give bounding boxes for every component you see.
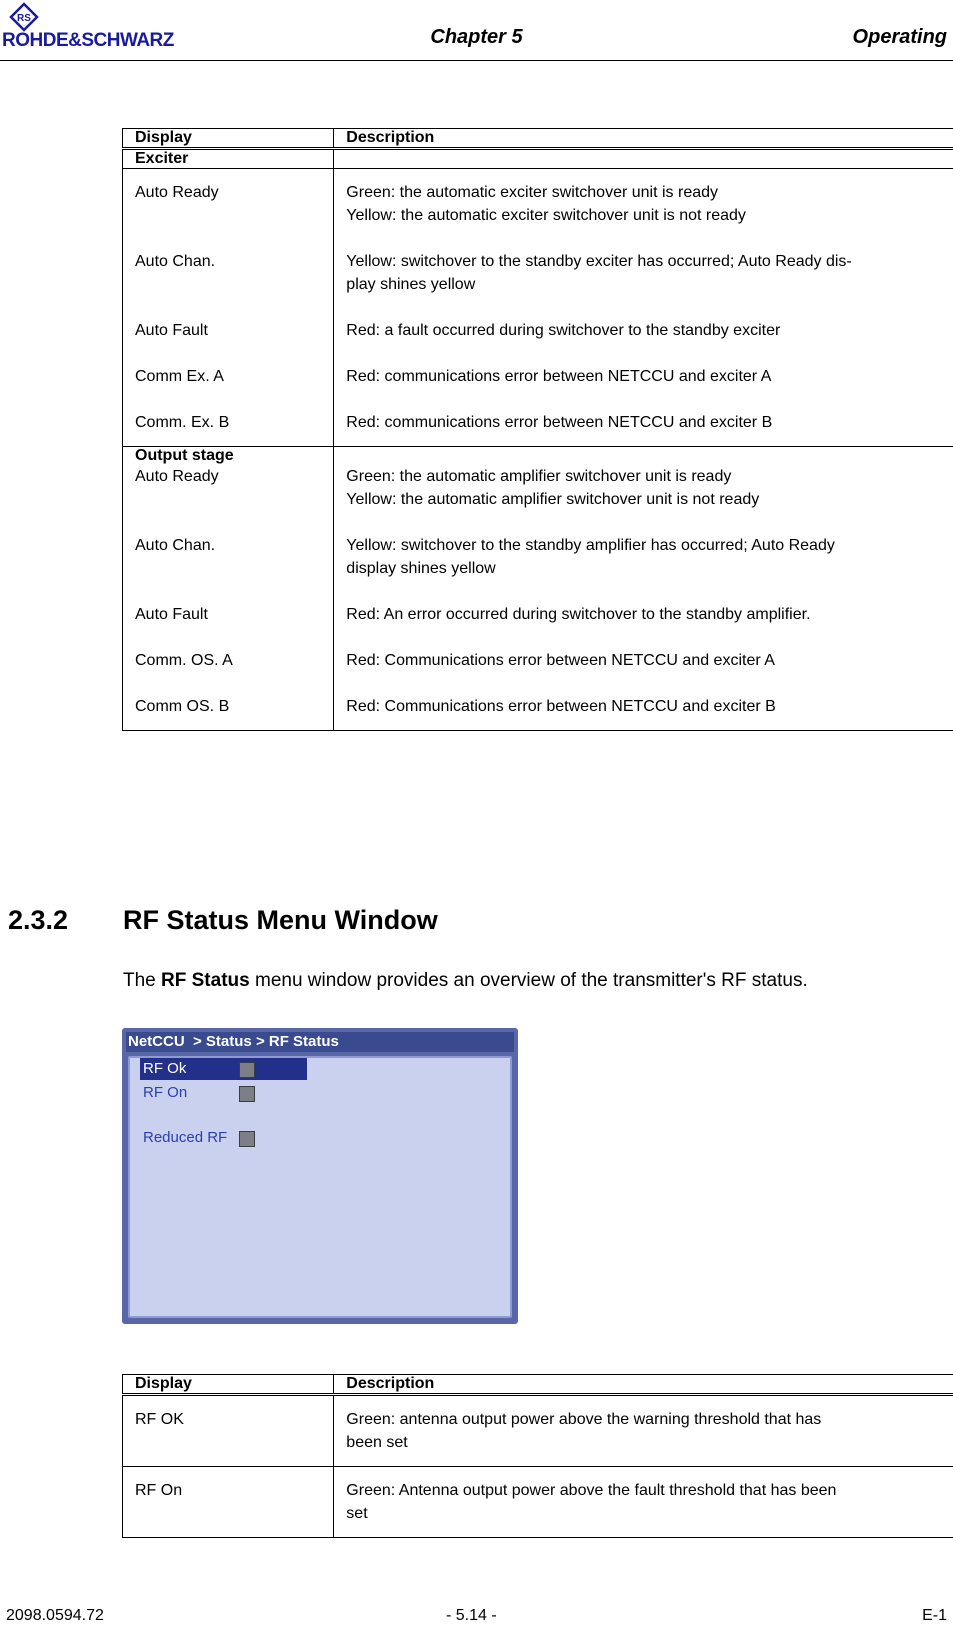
description-line: set [346,1505,368,1522]
display-cell [123,534,334,603]
display-name: Auto Chan. [135,537,216,554]
display-name: Auto Chan. [135,253,216,270]
description-line: Yellow: switchover to the standby amplifier has occurred; Auto Ready [346,537,835,554]
display-cell [123,603,334,649]
table-row [123,603,953,649]
table-row [123,411,953,447]
display-cell [123,1467,334,1538]
display-name: Comm Ex. A [135,368,224,385]
reduced-rf-status-led [239,1131,255,1147]
group-title: Exciter [123,149,334,169]
description-line: display shines yellow [346,560,496,577]
footer-doc-number: 2098.0594.72 [6,1607,104,1624]
group-empty [334,149,953,169]
table-row [123,1395,953,1467]
table-row [123,365,953,411]
header-section: Operating [852,26,947,48]
display-table-rf-status [122,1374,953,1538]
menu-item-reduced-rf[interactable]: Reduced RF [143,1129,228,1146]
intro-paragraph [123,970,808,992]
intro-bold: RF Status [161,970,250,991]
display-name: Auto Fault [135,606,208,623]
section-number: 2.3.2 [8,905,69,935]
display-cell [123,319,334,365]
description-cell [334,365,953,411]
table-header-description: Description [346,1375,435,1392]
intro-prefix: The [123,970,162,991]
table-header-description: Description [346,129,435,146]
display-name: Auto Ready [135,184,219,201]
description-line: Yellow: switchover to the standby exciter has occurred; Auto Ready dis- [346,253,852,270]
display-cell [123,649,334,695]
group-row [123,447,953,466]
description-line: Yellow: the automatic amplifier switchover unit is not ready [346,491,760,508]
table-row [123,169,953,251]
description-line: been set [346,1434,408,1451]
window-title-bar: NetCCU > Status > RF Status [126,1032,514,1052]
table-header-display: Display [123,129,334,149]
rf-status-window-screenshot [122,1028,518,1324]
description-cell [334,465,953,534]
display-cell [123,695,334,731]
description-line: Green: the automatic amplifier switchover unit is ready [346,468,732,485]
logo-text: ROHDE&SCHWARZ [2,30,174,51]
display-cell [123,411,334,447]
display-name: Comm. Ex. B [135,414,230,431]
display-name: Auto Ready [135,468,219,485]
rf-on-status-led [239,1086,255,1102]
description-line: Red: Communications error between NETCCU and exciter B [346,698,776,715]
display-cell [123,1395,334,1467]
description-line: Red: a fault occurred during switchover to the standby exciter [346,322,781,339]
display-cell [123,365,334,411]
table-row [123,534,953,603]
description-line: Green: antenna output power above the warning threshold that has [346,1411,822,1428]
page-header [0,0,953,62]
description-cell [334,603,953,649]
description-cell [334,1467,953,1538]
group-empty [334,447,953,466]
description-line: Green: the automatic exciter switchover unit is ready [346,184,719,201]
description-cell [334,411,953,447]
footer-page-number: - 5.14 - [446,1607,497,1624]
description-cell [334,534,953,603]
menu-item-rf-on[interactable]: RF On [143,1084,188,1101]
table-header-display: Display [123,1375,334,1395]
section-title: RF Status Menu Window [123,905,438,935]
description-line: Yellow: the automatic exciter switchover unit is not ready [346,207,746,224]
footer-edition: E-1 [922,1607,947,1624]
description-cell [334,695,953,731]
description-cell [334,1395,953,1467]
group-row [123,149,953,169]
table-row [123,1467,953,1538]
display-cell [123,250,334,319]
table-row [123,250,953,319]
group-title: Output stage [123,447,334,466]
header-rule [0,60,953,61]
table-row [123,649,953,695]
menu-item-rf-ok[interactable]: RF Ok [140,1058,307,1080]
display-table-exciter-output [122,128,953,731]
table-row [123,465,953,534]
table-row [123,319,953,365]
description-line: Red: communications error between NETCCU and exciter B [346,414,773,431]
intro-suffix: menu window provides an overview of the transmitter's RF status. [249,970,808,991]
description-cell [334,169,953,251]
display-cell [123,169,334,251]
table-row [123,695,953,731]
svg-text:RS: RS [17,13,31,24]
window-body [128,1056,512,1318]
description-line: Red: Communications error between NETCCU and exciter A [346,652,775,669]
description-line: Red: An error occurred during switchover to the standby amplifier. [346,606,811,623]
description-line: Red: communications error between NETCCU and exciter A [346,368,772,385]
display-name: Auto Fault [135,322,208,339]
header-chapter: Chapter 5 [430,26,523,48]
description-line: Green: Antenna output power above the fault threshold that has been [346,1482,837,1499]
display-name: RF OK [135,1411,184,1428]
description-cell [334,250,953,319]
rf-ok-status-led [239,1062,255,1078]
display-name: Comm. OS. A [135,652,233,669]
display-name: Comm OS. B [135,698,230,715]
display-cell [123,465,334,534]
description-cell [334,649,953,695]
description-line: play shines yellow [346,276,476,293]
display-name: RF On [135,1482,183,1499]
description-cell [334,319,953,365]
